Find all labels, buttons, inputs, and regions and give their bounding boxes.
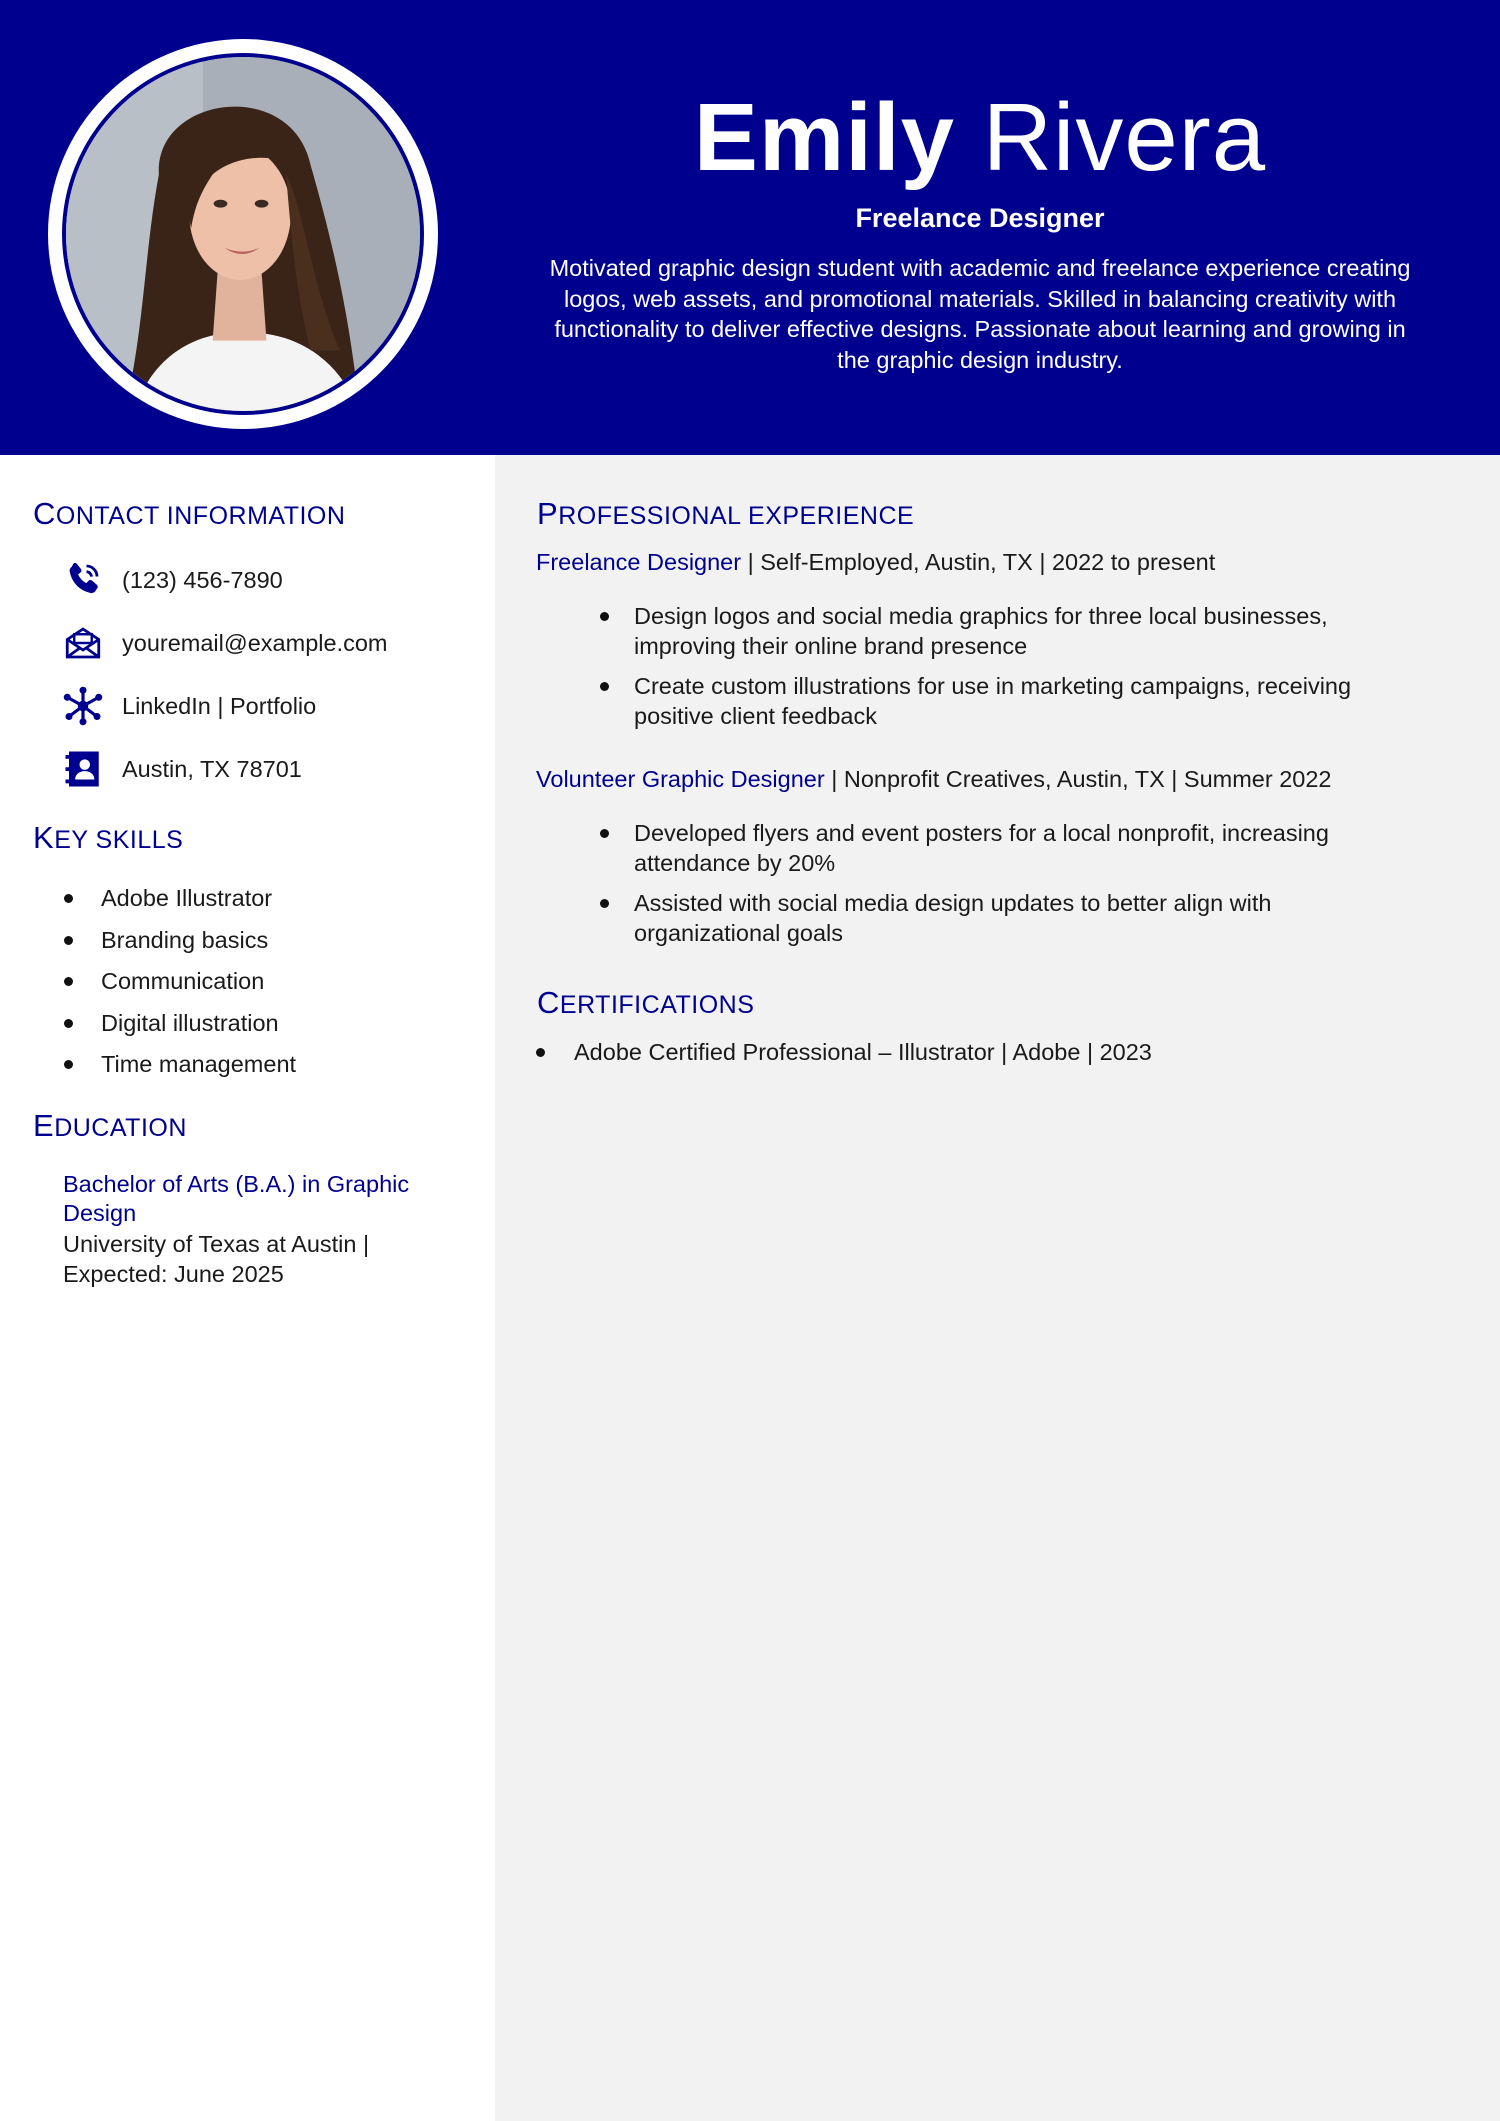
skill-item: Time management: [101, 1049, 296, 1091]
job-title-text: Freelance Designer: [536, 549, 742, 575]
job-title: Freelance Designer: [855, 203, 1105, 233]
job-bullets: [634, 601, 1424, 741]
certifications-heading-rest: ERTIFICATIONS: [559, 991, 755, 1019]
first-name: Emily: [693, 84, 956, 191]
education-heading-cap: E: [33, 1108, 55, 1143]
skill-item: Digital illustration: [101, 1008, 296, 1050]
job-details: | Self-Employed, Austin, TX | 2022 to present: [741, 549, 1216, 575]
phone-icon: [60, 557, 106, 603]
contact-email: [60, 620, 387, 666]
job-bullets: [634, 818, 1424, 958]
certifications-heading: [537, 985, 754, 1021]
education-heading-rest: DUCATION: [54, 1114, 187, 1142]
skills-heading-rest: EY SKILLS: [54, 826, 184, 854]
skill-item: Branding basics: [101, 925, 296, 967]
contact-links: [60, 683, 316, 729]
linkedin-portfolio: LinkedIn | Portfolio: [122, 692, 317, 719]
job-bullet: Design logos and social media graphics for three local businesses, improving their online brand presence: [634, 601, 1424, 661]
last-name: Rivera: [982, 84, 1267, 191]
certifications-heading-cap: C: [537, 985, 560, 1020]
education-school: University of Texas at Austin | Expected: June 2025: [63, 1231, 370, 1287]
education-heading: [33, 1108, 187, 1144]
phone-number: (123) 456-7890: [122, 566, 283, 593]
certifications-list: [574, 1037, 1152, 1067]
candidate-name: [520, 80, 1440, 195]
skills-heading-cap: K: [33, 820, 55, 855]
contact-card-icon: [60, 746, 106, 792]
job-bullet: Assisted with social media design updates to better align with organizational goals: [634, 888, 1424, 948]
header-banner: [0, 0, 1500, 455]
experience-heading-cap: P: [537, 496, 559, 531]
skill-item: Communication: [101, 966, 296, 1008]
contact-heading-cap: C: [33, 496, 56, 531]
job-header: [536, 549, 1215, 576]
contact-phone: [60, 557, 283, 603]
network-icon: [60, 683, 106, 729]
location: Austin, TX 78701: [122, 755, 302, 782]
profile-photo: [62, 53, 424, 415]
job-bullet: Developed flyers and event posters for a local nonprofit, increasing attendance by 20%: [634, 818, 1424, 878]
skills-list: [101, 883, 296, 1091]
experience-heading: [537, 496, 914, 532]
job-details: | Nonprofit Creatives, Austin, TX | Summer 2022: [824, 766, 1332, 792]
envelope-icon: [60, 620, 106, 666]
email-address: youremail@example.com: [122, 629, 388, 656]
job-bullet: Create custom illustrations for use in marketing campaigns, receiving positive client feedback: [634, 671, 1424, 731]
profile-photo-ring: [48, 39, 438, 429]
skills-heading: [33, 820, 183, 856]
education-degree: Bachelor of Arts (B.A.) in Graphic Design: [63, 1171, 410, 1226]
profile-summary: Motivated graphic design student with academic and freelance experience creating logos, web assets, and promotional materials. Skilled in balancing creativity with functionality to deliver effective designs. Passionate about learning and growing in the graphic design industry.: [549, 255, 1411, 373]
skill-item: Adobe Illustrator: [101, 883, 296, 925]
contact-heading: [33, 496, 345, 532]
job-header: [536, 766, 1332, 793]
contact-location: [60, 746, 302, 792]
certification-item: Adobe Certified Professional – Illustrator | Adobe | 2023: [574, 1039, 1152, 1065]
job-title-text: Volunteer Graphic Designer: [536, 766, 825, 792]
profile-photo-illustration: [66, 57, 420, 411]
contact-heading-rest: ONTACT INFORMATION: [55, 502, 346, 530]
experience-heading-rest: ROFESSIONAL EXPERIENCE: [558, 502, 915, 530]
